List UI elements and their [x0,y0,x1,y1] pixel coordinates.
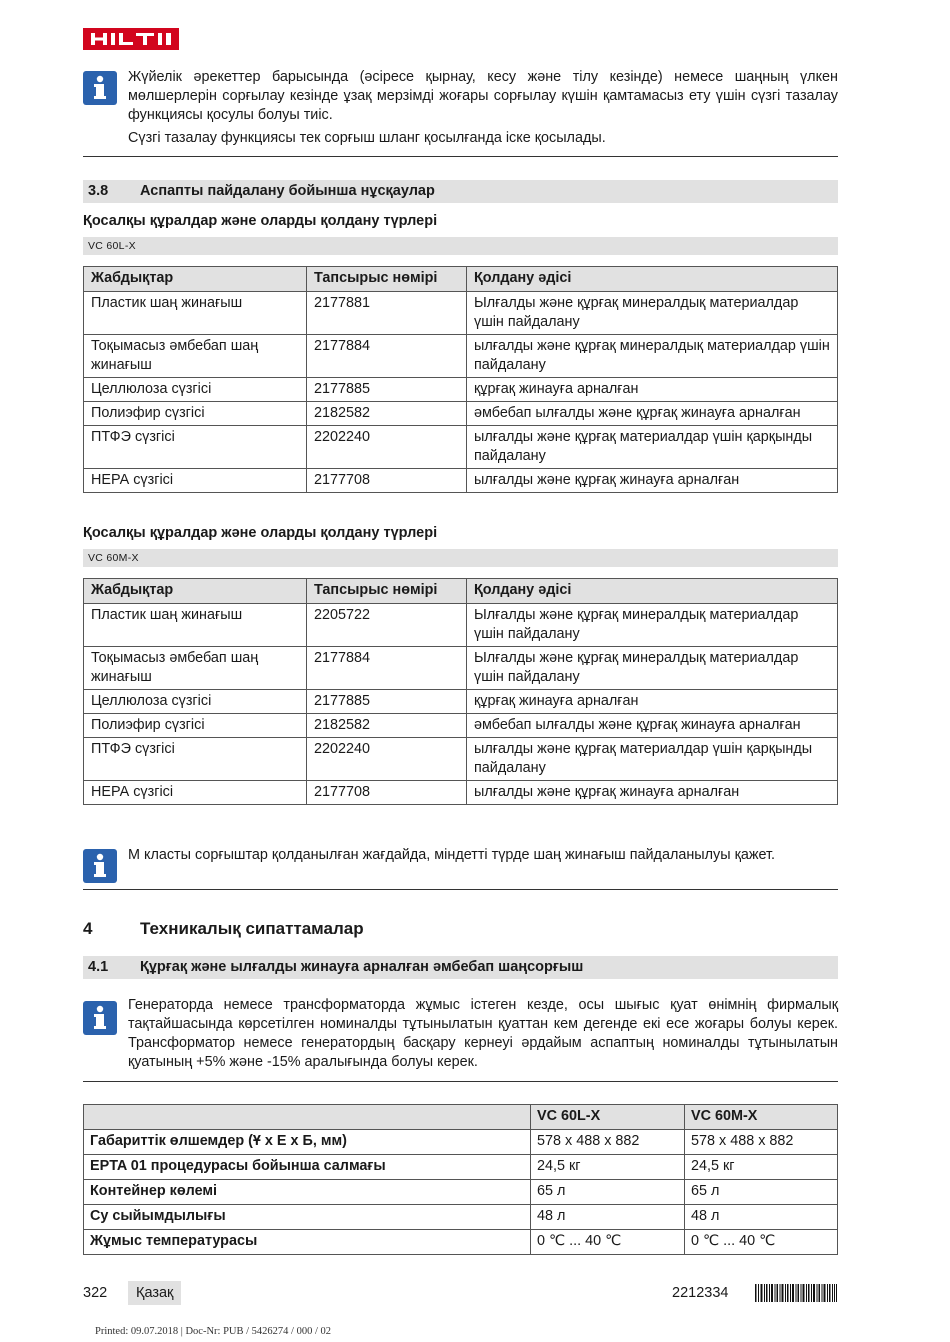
cell-usage: әмбебап ылғалды және құрғақ жинауға арналған [467,402,838,426]
hilti-logo [83,28,179,50]
header-cell: Жабдықтар [84,579,307,604]
table-row [84,781,838,805]
table-header-row [84,1105,838,1130]
cell-equipment: НЕРА сүзгісі [84,469,307,493]
cell-value-vc60l: 24,5 кг [531,1155,685,1180]
table-header-row [84,579,838,604]
cell-usage: Ылғалды және құрғақ минералдық материалдар үшін пайдалану [467,604,838,647]
model-label: VC 60L-X [83,237,838,255]
cell-value-vc60m: 578 x 488 x 882 [685,1130,838,1155]
section-heading-4-1 [83,956,838,979]
section-title: Құрғақ және ылғалды жинауға арналған әмбебап шаңсорғыш [140,959,584,975]
header-cell: Тапсырыс нөмірі [307,267,467,292]
cell-usage: ылғалды және құрғақ жинауға арналған [467,469,838,493]
table-row [84,714,838,738]
cell-value-vc60m: 65 л [685,1180,838,1205]
note-paragraph: М класты сорғыштар қолданылған жағдайда, міндетті түрде шаң жинағыш пайдаланылуы қажет. [128,847,776,863]
cell-usage: ылғалды және құрғақ минералдық материалдар үшін пайдалану [467,335,838,378]
cell-order-number: 2177881 [307,292,467,335]
info-icon [83,1001,117,1035]
table-row [84,335,838,378]
cell-equipment: НЕРА сүзгісі [84,781,307,805]
header-cell: Қолдану әдісі [467,267,838,292]
cell-equipment: Тоқымасыз әмбебап шаң жинағыш [84,647,307,690]
cell-order-number: 2177884 [307,647,467,690]
table-row [84,1205,838,1230]
cell-order-number: 2177708 [307,781,467,805]
section-title: Аспапты пайдалану бойынша нұсқаулар [140,183,435,199]
section-number: 4 [83,919,93,938]
section-number: 4.1 [88,959,109,975]
cell-value-vc60l: 48 л [531,1205,685,1230]
cell-parameter: Контейнер көлемі [84,1180,531,1205]
cell-equipment: Целлюлоза сүзгісі [84,690,307,714]
table-row [84,1230,838,1255]
accessories-table-vc60l [83,266,838,493]
info-icon [83,849,117,883]
accessories-subtitle: Қосалқы құралдар және оларды қолдану түрлері [83,525,438,541]
info-note-m-class [83,846,838,890]
cell-equipment: Пластик шаң жинағыш [84,292,307,335]
cell-value-vc60l: 578 x 488 x 882 [531,1130,685,1155]
table-row [84,402,838,426]
table-row [84,604,838,647]
header-cell: Жабдықтар [84,267,307,292]
table-row [84,469,838,493]
cell-order-number: 2177885 [307,690,467,714]
table-row [84,647,838,690]
section-title: Техникалық сипаттамалар [140,919,364,938]
section-number: 3.8 [88,183,109,199]
page-number: 322 [83,1285,108,1301]
table-row [84,292,838,335]
cell-usage: Ылғалды және құрғақ минералдық материалдар үшін пайдалану [467,647,838,690]
table-row [84,738,838,781]
cell-parameter: Габариттік өлшемдер (Ұ х Е х Б, мм) [84,1130,531,1155]
info-note-generator [83,996,838,1082]
cell-equipment: Целлюлоза сүзгісі [84,378,307,402]
section-heading-3-8 [83,180,838,203]
accessories-subtitle: Қосалқы құралдар және оларды қолдану түрлері [83,213,438,229]
cell-parameter: EPTA 01 процедурасы бойынша салмағы [84,1155,531,1180]
cell-value-vc60m: 24,5 кг [685,1155,838,1180]
accessories-table-vc60m [83,578,838,805]
language-badge: Қазақ [128,1281,181,1305]
cell-order-number: 2205722 [307,604,467,647]
header-cell: VC 60L-X [531,1105,685,1130]
doc-number: 2212334 [672,1285,729,1301]
note-paragraph: Сүзгі тазалау функциясы тек сорғыш шланг қосылғанда іске қосылады. [128,130,606,146]
print-info: Printed: 09.07.2018 | Doc-Nr: PUB / 5426274 / 000 / 02 [95,1326,332,1337]
cell-usage: ылғалды және құрғақ материалдар үшін қарқынды пайдалану [467,426,838,469]
header-cell: Қолдану әдісі [467,579,838,604]
barcode-icon [755,1284,837,1302]
header-cell: VC 60M-X [685,1105,838,1130]
note-paragraph: Генераторда немесе трансформаторда жұмыс істеген кезде, осы шығыс қуат өнімнің фирмалық тақтайшасында көрсетілген номиналды тұтынылатын қуаттан кем дегенде екі есе жоғары болуы керек. Трансформатор немесе генератордың басқару кернеуі әрдайым аспаптың номиналды тұтынылатын қуатының +5% және -15% аралығында болуы керек. [128,997,838,1070]
cell-order-number: 2177708 [307,469,467,493]
table-row [84,690,838,714]
table-row [84,426,838,469]
cell-equipment: Полиэфир сүзгісі [84,402,307,426]
cell-value-vc60l: 0 ℃ ... 40 ℃ [531,1230,685,1255]
cell-usage: ылғалды және құрғақ материалдар үшін қарқынды пайдалану [467,738,838,781]
cell-usage: құрғақ жинауға арналған [467,690,838,714]
cell-order-number: 2177884 [307,335,467,378]
cell-value-vc60l: 65 л [531,1180,685,1205]
cell-order-number: 2202240 [307,738,467,781]
cell-usage: ылғалды және құрғақ жинауға арналған [467,781,838,805]
cell-equipment: Пластик шаң жинағыш [84,604,307,647]
specifications-table [83,1104,838,1255]
cell-equipment: Тоқымасыз әмбебап шаң жинағыш [84,335,307,378]
cell-equipment: Полиэфир сүзгісі [84,714,307,738]
cell-usage: әмбебап ылғалды және құрғақ жинауға арналған [467,714,838,738]
cell-order-number: 2182582 [307,402,467,426]
cell-order-number: 2182582 [307,714,467,738]
cell-order-number: 2177885 [307,378,467,402]
cell-value-vc60m: 0 ℃ ... 40 ℃ [685,1230,838,1255]
cell-parameter: Су сыйымдылығы [84,1205,531,1230]
cell-equipment: ПТФЭ сүзгісі [84,738,307,781]
header-cell: Тапсырыс нөмірі [307,579,467,604]
table-row [84,1180,838,1205]
table-header-row [84,267,838,292]
cell-order-number: 2202240 [307,426,467,469]
table-row [84,1155,838,1180]
info-icon [83,71,117,105]
note-paragraph: Жүйелік әрекеттер барысында (әсіресе қырнау, кесу және тілу кезінде) немесе шаңның үлкен мөлшерлерін сорғылау кезінде ұзақ мерзімді жоғары сорғылау күшін қамтамасыз ету үшін сүзгі тазалау функциясы қосулы болуы тиіс. [128,69,838,123]
table-row [84,1130,838,1155]
cell-parameter: Жұмыс температурасы [84,1230,531,1255]
header-cell [84,1105,531,1130]
cell-usage: құрғақ жинауға арналған [467,378,838,402]
cell-value-vc60m: 48 л [685,1205,838,1230]
info-note-filter-cleaning [83,68,838,157]
model-label: VC 60M-X [83,549,838,567]
cell-equipment: ПТФЭ сүзгісі [84,426,307,469]
cell-usage: Ылғалды және құрғақ минералдық материалдар үшін пайдалану [467,292,838,335]
table-row [84,378,838,402]
